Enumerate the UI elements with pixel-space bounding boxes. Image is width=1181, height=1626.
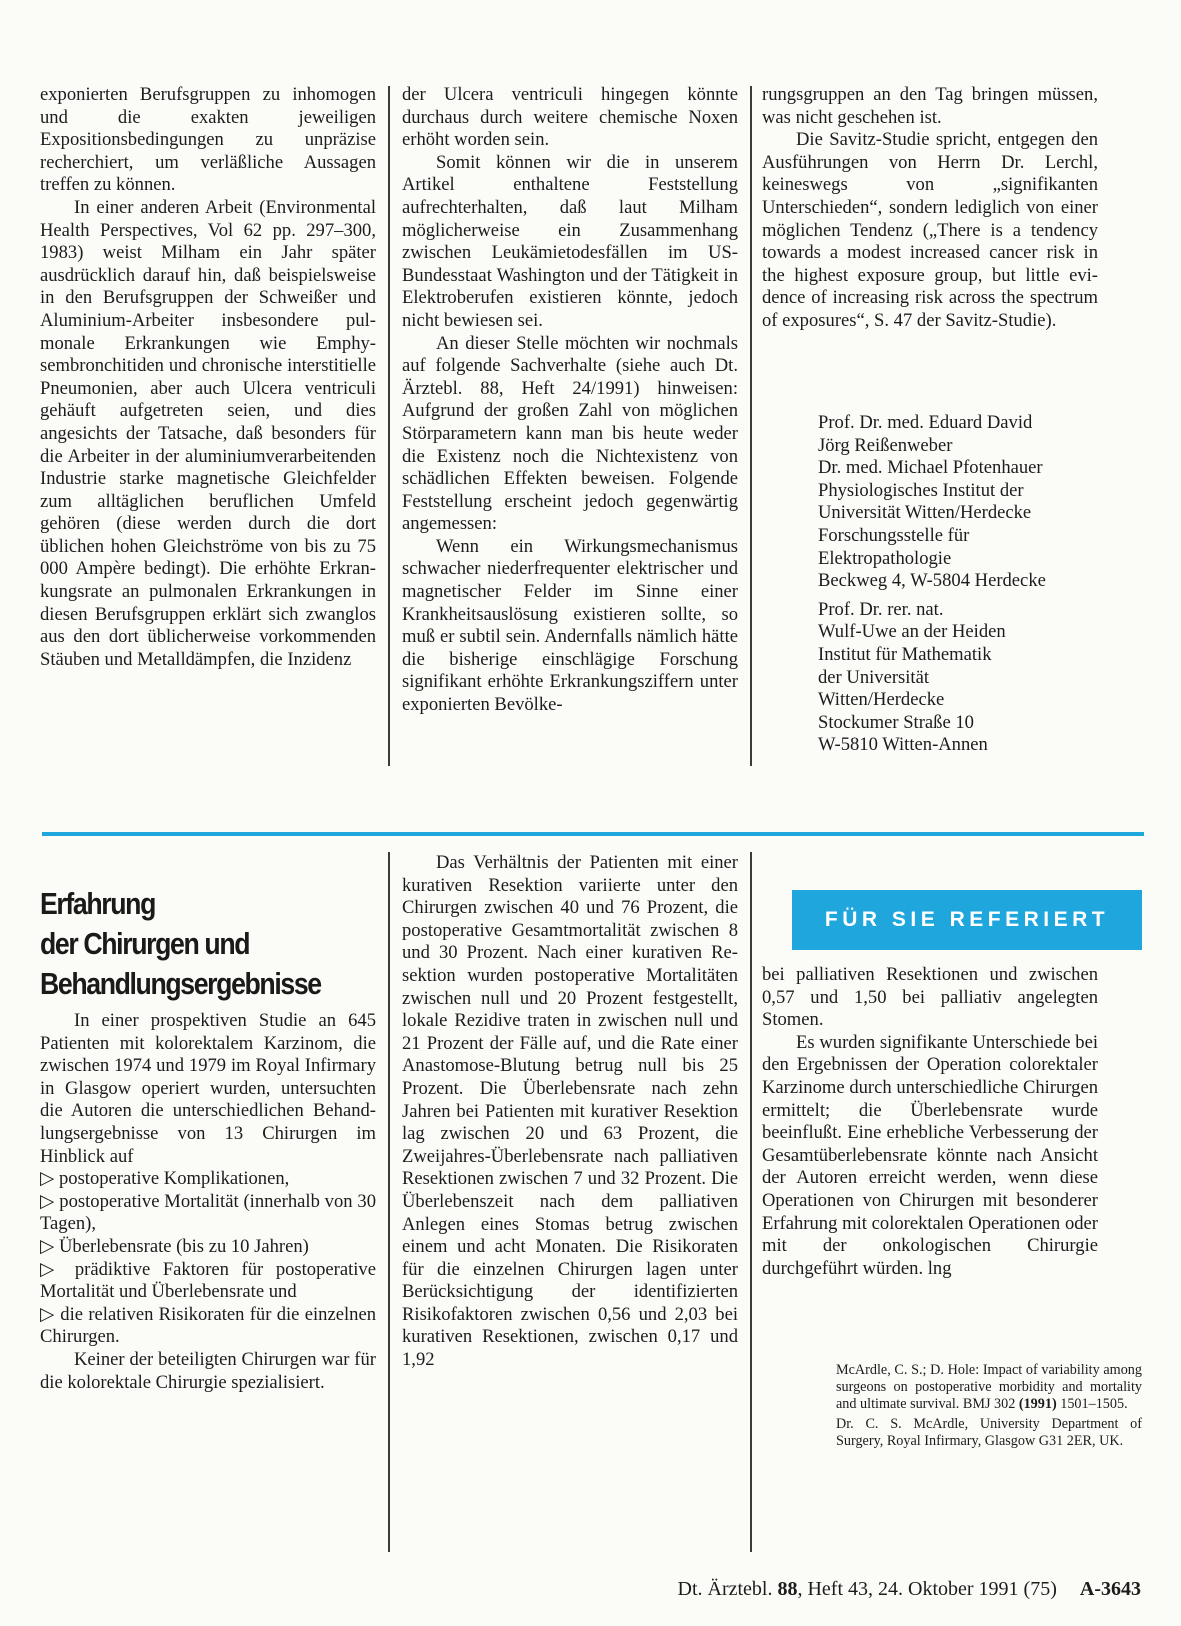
page-footer — [678, 1578, 1142, 1601]
bullet-marker: ▷ — [40, 1258, 63, 1280]
signature-line: Universität Witten/Herdecke — [818, 502, 1032, 524]
column-divider — [750, 86, 752, 766]
author-signature — [818, 412, 1118, 763]
bullet-marker: ▷ — [40, 1190, 55, 1212]
paragraph: Die Savitz-Studie spricht, entgegen den Ausführungen von Herrn Dr. Lerchl, keineswegs von „signifikanten Unterschieden“, sondern lediglich von einer möglichen Tendenz („There is a tendency towards a modest increased cancer risk in the highest exposure group, but little evidence of increasing risk across the spectrum of exposures“, S. 47 der Savitz-Studie). — [762, 129, 1098, 331]
paragraph: An dieser Stelle möchten wir nochmals auf folgende Sachverhalte (siehe auch Dt. Ärztebl. 88, Heft 24/1991) hinweisen: Aufgrund der großen Zahl von möglichen Störparametern kann man bis heute weder die Existenz noch die Nichtexistenz von schädlichen Effekten beweisen. Folgende Feststellung erscheint jedoch gegenwärtig angemessen: — [402, 332, 738, 535]
bullet-text: die relativen Risikoraten für die einzelnen Chirurgen. — [40, 1303, 376, 1348]
bullet-item — [40, 1168, 376, 1191]
bottom-column-1 — [40, 1010, 376, 1394]
signature-line: Dr. med. Michael Pfotenhauer — [818, 457, 1043, 479]
paragraph: exponierten Berufsgruppen zu inhomogen und die exakten jeweiligen Expositionsbedingungen zu unpräzise recherchiert, um verläßliche Aussagen treffen zu können. — [40, 84, 376, 196]
signature-line: Elektropathologie — [818, 547, 952, 569]
references — [836, 1362, 1142, 1453]
journal-volume: 88 — [777, 1578, 798, 1600]
headline-line: Erfahrung — [40, 886, 155, 921]
paragraph: der Ulcera ventriculi hingegen könnte durchaus durch weitere chemische Noxen erhöht worden sein. — [402, 84, 738, 151]
signature-line: Stockumer Straße 10 — [818, 711, 974, 733]
signature-line: Institut für Mathematik — [818, 643, 992, 665]
paragraph: In einer anderen Arbeit (Environmental Health Perspectives, Vol 62 pp. 297–300, 1983) weist Milham ein Jahr später ausdrücklich darauf hin, daß beispielsweise in den Berufsgruppen der Schweißer und Aluminium-Arbeiter insbesondere pulmonale Erkrankungen wie Emphysembronchitiden und chronische interstitielle Pneumonien, aber auch Ulcera ventriculi gehäuft aufgetreten seien, und dies angesichts der Tatsache, daß besonders für die Arbeiter in der aluminiumverarbeitenden Industrie starke magnetische Gleichfelder zum alltäglichen beruflichen Umfeld gehören (diese werden durch die dort üblichen hohen Gleichströme von bis zu 75 000 Ampère bedingt). Die erhöhte Erkrankungsrate an pulmonalen Erkrankungen in diesen Berufsgruppen erklärt sich zwanglos aus den dort üblicherweise vorkommenden Stäuben und Metalldämpfen, die Inzidenz — [40, 196, 376, 670]
bullet-text: Überlebensrate (bis zu 10 Jahren) — [58, 1235, 309, 1257]
article-headline — [40, 884, 341, 1004]
paragraph: In einer prospektiven Studie an 645 Patienten mit kolorektalem Karzinom, die zwischen 1974 und 1979 im Royal Infirmary in Glasgow operiert wurden, untersuchten die Autoren die unterschiedlichen Behandlungsergebnisse von 13 Chirurgen im Hinblick auf — [40, 1010, 376, 1167]
bottom-column-3 — [762, 964, 1098, 1280]
headline-line: Behandlungsergebnisse — [40, 966, 321, 1001]
paragraph: Das Verhältnis der Patienten mit einer kurativen Resektion variierte unter den Chirurgen zwischen 40 und 76 Prozent, die postoperative Gesamtmortalität zwischen 8 und 30 Prozent. Nach einer kurativen Resektion wurden postoperative Mortalitäten zwischen null und 20 Prozent festgestellt, lokale Rezidive traten in zwischen null und 21 Prozent der Fälle auf, und die Rate einer Anastomose-Blutung betrug null bis 25 Prozent. Die Überlebensrate nach zehn Jahren bei Patienten mit kurativer Resektion lag zwischen 20 und 63 Prozent, die Zweijahres-Überlebensrate nach palliativen Resektionen zwischen 7 und 32 Prozent. Die Überlebenszeit nach dem palliativen Anlegen eines Stomas betrug zwischen einem und acht Monaten. Die Risikoraten für die einzelnen Chirurgen lagen unter Berücksichtigung der identifizierten Risikofaktoren zwischen 0,56 und 2,03 bei kurativen Resektionen, zwischen 0,17 und 1,92 — [402, 852, 738, 1371]
bottom-column-2 — [402, 852, 738, 1372]
signature-line: Prof. Dr. med. Eduard David — [818, 412, 1033, 433]
bullet-text: postoperative Mortalität (innerhalb von 30 Tagen), — [40, 1190, 376, 1235]
paragraph: Keiner der beteiligten Chirurgen war für die kolorektale Chirurgie spezialisiert. — [40, 1348, 376, 1393]
bullet-marker: ▷ — [40, 1168, 55, 1190]
bullet-marker: ▷ — [40, 1303, 55, 1325]
issue-date: , Heft 43, 24. Oktober 1991 (75) — [797, 1578, 1057, 1600]
signature-line: Beckweg 4, W-5804 Herdecke — [818, 570, 1046, 592]
bullet-marker: ▷ — [40, 1235, 55, 1257]
bullet-item — [40, 1236, 376, 1259]
column-divider — [388, 86, 390, 766]
signature-block-1 — [818, 412, 1118, 593]
top-column-2 — [402, 84, 738, 717]
signature-line: der Universität — [818, 666, 930, 688]
signature-block-2 — [818, 599, 1118, 757]
bullet-item — [40, 1259, 376, 1304]
paragraph: Es wurden signifikante Unterschiede bei den Ergebnissen der Operation colorektaler Karzinome durch unterschiedliche Chirurgen ermittelt; die Überlebensrate wurde beeinflußt. Eine erhebliche Verbesserung der Gesamtüberlebensrate könnte nach Ansicht der Autoren erreicht werden, wenn diese Operationen von Chirurgen mit besonderer Erfahrung mit colorektalen Operationen oder mit der onkologischen Chirurgie durchgeführt würden. lng — [762, 1031, 1098, 1279]
top-column-1 — [40, 84, 376, 671]
signature-line: Witten/Herdecke — [818, 689, 945, 711]
signature-line: Wulf-Uwe an der Heiden — [818, 621, 1006, 643]
section-banner: FÜR SIE REFERIERT — [792, 890, 1142, 950]
reference-address: Dr. C. S. McArdle, University Department of Surgery, Royal Infirmary, Glasgow G31 2ER, UK. — [836, 1416, 1142, 1449]
top-column-3 — [762, 84, 1098, 333]
section-divider — [42, 832, 1144, 836]
signature-line: Forschungsstelle für — [818, 524, 970, 546]
paragraph: rungsgruppen an den Tag bringen müssen, was nicht geschehen ist. — [762, 84, 1098, 128]
bullet-text: postoperative Komplikationen, — [58, 1168, 290, 1190]
signature-line: Physiologisches Institut der — [818, 479, 1024, 501]
bullet-item — [40, 1304, 376, 1349]
bullet-text: prädiktive Faktoren für postoperative Mortalität und Überlebensrate und — [40, 1258, 376, 1303]
paragraph: Somit können wir die in unserem Artikel enthaltene Feststellung aufrechterhalten, daß laut Milham möglicherweise ein Zusammenhang zwischen Leukämietodesfällen im US-Bundesstaat Washington und der Tätigkeit in Elektroberufen existieren könnte, jedoch nicht bewiesen sei. — [402, 151, 738, 331]
journal-name: Dt. Ärztebl. — [677, 1578, 773, 1600]
reference-pages: 1501–1505. — [1056, 1396, 1128, 1412]
reference-year: (1991) — [1018, 1396, 1057, 1412]
paragraph: bei palliativen Resektionen und zwischen 0,57 und 1,50 bei palliativ angelegten Stomen. — [762, 964, 1098, 1031]
headline-line: der Chirurgen und — [40, 926, 250, 961]
paragraph: Wenn ein Wirkungsmechanismus schwacher niederfrequenter elektrischer und magnetischer Felder im Sinne einer Krankheitsauslösung existieren sollte, so muß er subtil sein. Andernfalls nämlich hätte die bisherige einschlägige Forschung signifikant erhöhte Erkrankungsziffern unter exponierten Bevölke- — [402, 535, 738, 716]
column-divider — [750, 852, 752, 1552]
reference-citation — [836, 1362, 1142, 1413]
signature-line: Jörg Reißenweber — [818, 434, 953, 456]
page-number: A-3643 — [1079, 1578, 1141, 1600]
column-divider — [388, 852, 390, 1552]
signature-line: Prof. Dr. rer. nat. — [818, 598, 944, 620]
bullet-item — [40, 1191, 376, 1236]
reference-text: McArdle, C. S.; D. Hole: Impact of variability among surgeons on postoperative morbidity and mortality and ultimate survival. BMJ 302 — [836, 1362, 1142, 1412]
signature-line: W-5810 Witten-Annen — [818, 734, 988, 756]
